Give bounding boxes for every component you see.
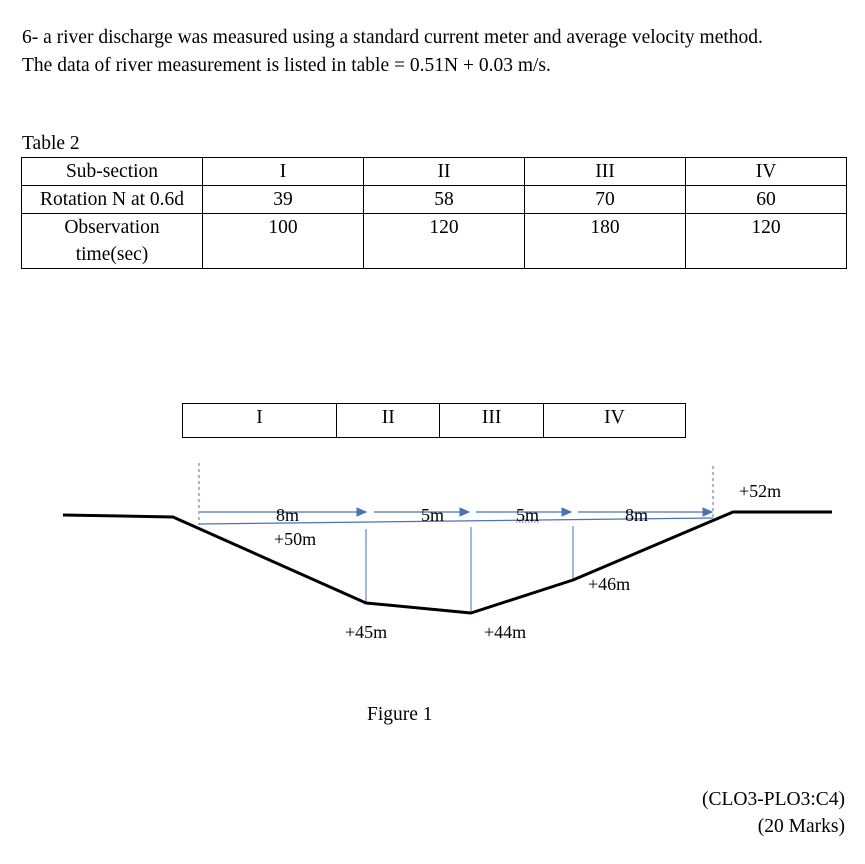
table-row [22, 186, 847, 214]
figure-subsection-label: IV [604, 407, 625, 428]
elevation-label: +46m [588, 574, 631, 594]
elevation-label: +44m [484, 622, 527, 642]
figure-subsection-label: III [440, 404, 543, 437]
elevation-label-right-bank: +52m [739, 481, 782, 501]
table-cell: 180 [525, 214, 686, 269]
figure-subsection-header [182, 403, 686, 438]
width-label: 5m [421, 505, 445, 525]
column-header: I [203, 158, 364, 186]
table-cell: 120 [364, 214, 525, 269]
header-label: Sub-section [22, 158, 203, 186]
table-caption: Table 2 [22, 133, 80, 154]
question-text [22, 24, 852, 80]
table-cell: 58 [364, 186, 525, 214]
marks-label: (20 Marks) [757, 816, 845, 837]
data-table [21, 157, 847, 269]
river-bed-profile [63, 512, 832, 613]
width-label: 5m [516, 505, 540, 525]
column-header: III [525, 158, 686, 186]
table-header-row [22, 158, 847, 186]
table-cell: 60 [686, 186, 847, 214]
column-header: II [364, 158, 525, 186]
row-label: Rotation N at 0.6d [22, 186, 203, 214]
figure-subsection-label: II [337, 404, 440, 437]
table-cell: 100 [203, 214, 364, 269]
table-cell: 39 [203, 186, 364, 214]
question-line-1: 6- a river discharge was measured using a standard current meter and average velocity method. [22, 27, 763, 48]
figure-subsection-label: I [183, 404, 337, 437]
figure-caption: Figure 1 [367, 704, 433, 725]
question-line-2: The data of river measurement is listed in table = 0.51N + 0.03 m/s. [22, 55, 551, 76]
table-cell: 70 [525, 186, 686, 214]
marks-info [702, 786, 845, 840]
row-label: Observation time(sec) [22, 214, 203, 269]
elevation-label: +45m [345, 622, 388, 642]
river-cross-section-figure [0, 440, 865, 660]
table-row [22, 214, 847, 269]
width-label: 8m [276, 505, 300, 525]
table-cell: 120 [686, 214, 847, 269]
width-label: 8m [625, 505, 649, 525]
column-header: IV [686, 158, 847, 186]
elevation-label-left-bank: +50m [274, 529, 317, 549]
clo-label: (CLO3-PLO3:C4) [702, 789, 845, 810]
